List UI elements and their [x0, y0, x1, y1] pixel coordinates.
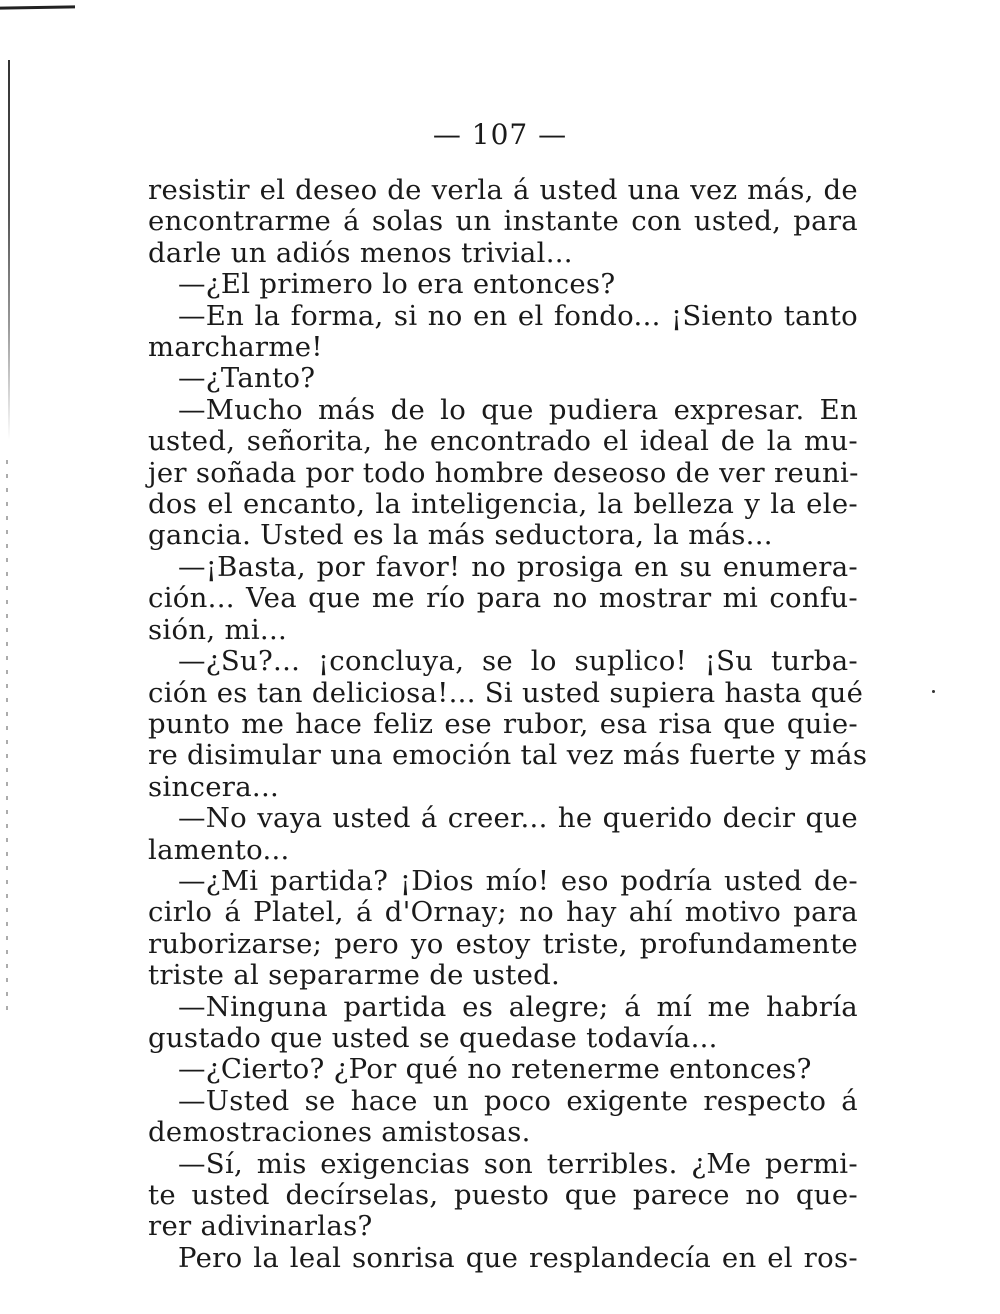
text-line: sincera... [148, 770, 280, 803]
text-line: —¿Mi partida? ¡Dios mío! eso podría usted de- [178, 864, 858, 897]
text-line: punto me hace feliz ese rubor, esa risa que quie- [148, 707, 858, 740]
text-line: —Mucho más de lo que pudiera expresar. En [178, 393, 858, 426]
ink-speck [932, 690, 935, 693]
text-line: darle un adiós menos trivial... [148, 236, 573, 269]
text-line: —Sí, mis exigencias son terribles. ¿Me permi- [178, 1147, 858, 1180]
scan-edge-dots [6, 460, 8, 1020]
text-line: —¿Cierto? ¿Por qué no retenerme entonces? [178, 1053, 812, 1086]
scan-mark [0, 5, 75, 9]
text-line: —No vaya usted á creer... he querido decir que [178, 802, 858, 835]
text-line: triste al separarme de usted. [148, 959, 561, 992]
text-line: —¿Tanto? [178, 362, 316, 395]
text-line: demostraciones amistosas. [148, 1116, 531, 1149]
body-text [148, 174, 868, 1274]
text-line: dos el encanto, la inteligencia, la belleza y la ele- [148, 488, 858, 521]
text-line: —¡Basta, por favor! no prosiga en su enumera- [178, 550, 858, 583]
text-line: gancia. Usted es la más seductora, la más... [148, 519, 773, 552]
text-line: encontrarme á solas un instante con usted, para [148, 205, 858, 238]
text-line: usted, señorita, he encontrado el ideal de la mu- [148, 425, 858, 458]
text-line: —¿Su?... ¡concluya, se lo suplico! ¡Su turba- [178, 645, 858, 678]
text-line: —Ninguna partida es alegre; á mí me habría [178, 990, 858, 1023]
page-number: — 107 — [432, 118, 568, 151]
text-line: —Usted se hace un poco exigente respecto á [178, 1084, 858, 1117]
text-line: cirlo á Platel, á d'Ornay; no hay ahí motivo para [148, 896, 858, 929]
text-line: marcharme! [148, 331, 323, 364]
text-line: ción es tan deliciosa!... Si usted supiera hasta qué [148, 676, 864, 709]
text-line: —¿El primero lo era entonces? [178, 268, 616, 301]
text-line: te usted decírselas, puesto que parece no que- [148, 1179, 858, 1211]
text-line: lamento... [148, 833, 290, 866]
text-line: ruborizarse; pero yo estoy triste, profundamente [148, 927, 858, 960]
scan-edge [8, 60, 10, 440]
text-line: sión, mi... [148, 613, 288, 646]
text-line: jer soñada por todo hombre deseoso de ver reuni- [148, 456, 859, 489]
text-line: resistir el deseo de verla á usted una vez más, de [148, 174, 858, 206]
text-line: Pero la leal sonrisa que resplandecía en el ros- [178, 1241, 858, 1274]
text-line: ción... Vea que me río para no mostrar mi confu- [148, 582, 858, 615]
text-line: re disimular una emoción tal vez más fuerte y más [148, 739, 868, 772]
text-line: gustado que usted se quedase todavía... [148, 1021, 718, 1054]
text-line: —En la forma, si no en el fondo... ¡Siento tanto [178, 299, 858, 332]
text-line: rer adivinarlas? [148, 1210, 373, 1243]
